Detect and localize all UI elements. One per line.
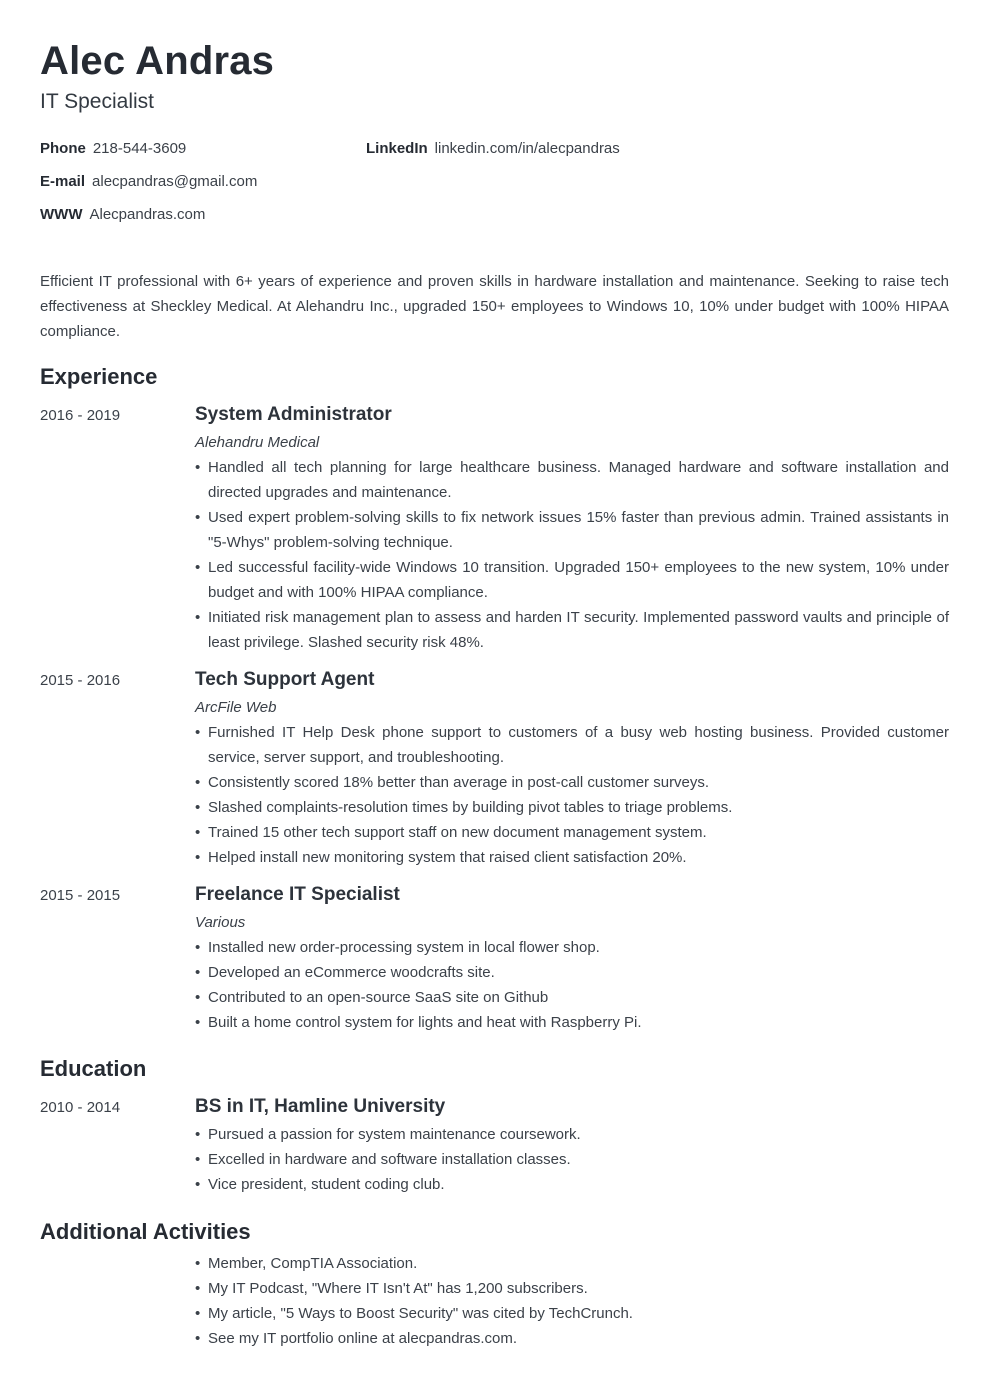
job-company: ArcFile Web	[195, 699, 277, 716]
job-bullets	[195, 935, 949, 1035]
list-item: • Built a home control system for lights and heat with Raspberry Pi.	[195, 1010, 949, 1035]
contact-email-value: alecpandras@gmail.com	[92, 173, 258, 190]
job-entry	[40, 401, 949, 655]
list-item: • Installed new order-processing system in local flower shop.	[195, 935, 949, 960]
list-item: • Furnished IT Help Desk phone support to customers of a busy web hosting business. Provided customer service, server support, and troubleshooting.	[195, 720, 949, 770]
list-item: • Member, CompTIA Association.	[195, 1251, 949, 1276]
list-item: • Initiated risk management plan to assess and harden IT security. Implemented password vaults and principle of least privilege. Slashed security risk 48%.	[195, 605, 949, 655]
list-item: • Slashed complaints-resolution times by building pivot tables to triage problems.	[195, 795, 949, 820]
activities-heading: Additional Activities	[40, 1219, 251, 1244]
job-dates: 2016 - 2019	[40, 407, 121, 424]
contact-phone-label: Phone	[40, 140, 86, 157]
list-item: • Consistently scored 18% better than average in post-call customer surveys.	[195, 770, 949, 795]
activities-date-spacer	[40, 1251, 195, 1351]
job-title: Tech Support Agent	[195, 669, 375, 690]
list-item: • See my IT portfolio online at alecpandras.com.	[195, 1326, 949, 1351]
contact-www-label: WWW	[40, 206, 83, 223]
summary-paragraph: Efficient IT professional with 6+ years of experience and proven skills in hardware installation and maintenance. Seeking to raise tech effectiveness at Sheckley Medical. At Alehandru Inc., upgraded 150+ employees to Windows 10, 10% under budget with 100% HIPAA compliance.	[40, 273, 949, 340]
job-entry	[40, 881, 949, 1035]
list-item: • Trained 15 other tech support staff on new document management system.	[195, 820, 949, 845]
job-title: System Administrator	[195, 404, 392, 425]
contact-www	[40, 205, 205, 225]
list-item: • Helped install new monitoring system that raised client satisfaction 20%.	[195, 845, 949, 870]
contact-www-value: Alecpandras.com	[89, 206, 206, 223]
job-entry	[40, 666, 949, 870]
list-item: • Used expert problem-solving skills to fix network issues 15% faster than previous admin. Trained assistants in "5-Whys" problem-solving technique.	[195, 505, 949, 555]
education-bullets	[195, 1122, 949, 1197]
job-bullets	[195, 720, 949, 870]
job-dates: 2015 - 2015	[40, 887, 121, 904]
candidate-name: Alec Andras	[40, 39, 275, 83]
list-item: • My article, "5 Ways to Boost Security" was cited by TechCrunch.	[195, 1301, 949, 1326]
job-company: Alehandru Medical	[195, 434, 320, 451]
list-item: • Vice president, student coding club.	[195, 1172, 949, 1197]
list-item: • Developed an eCommerce woodcrafts site.	[195, 960, 949, 985]
list-item: • Handled all tech planning for large healthcare business. Managed hardware and software installation and directed upgrades and maintenance.	[195, 455, 949, 505]
contact-linkedin	[366, 139, 620, 159]
job-title: Freelance IT Specialist	[195, 884, 400, 905]
contact-phone-value: 218-544-3609	[92, 140, 187, 157]
contact-linkedin-label: LinkedIn	[366, 140, 428, 157]
contact-linkedin-value: linkedin.com/in/alecpandras	[434, 140, 620, 157]
contact-email	[40, 172, 257, 192]
education-heading: Education	[40, 1056, 147, 1081]
education-entry	[40, 1093, 949, 1197]
list-item: • Pursued a passion for system maintenance coursework.	[195, 1122, 949, 1147]
list-item: • My IT Podcast, "Where IT Isn't At" has 1,200 subscribers.	[195, 1276, 949, 1301]
contact-info	[40, 139, 949, 238]
contact-email-label: E-mail	[40, 173, 86, 190]
activities-entry	[40, 1251, 949, 1351]
job-dates: 2015 - 2016	[40, 672, 121, 689]
contact-phone	[40, 139, 186, 159]
activities-bullets	[195, 1251, 949, 1351]
experience-section	[40, 401, 949, 1035]
job-company: Various	[195, 914, 246, 931]
candidate-title: IT Specialist	[40, 90, 154, 113]
education-degree: BS in IT, Hamline University	[195, 1096, 446, 1117]
list-item: • Contributed to an open-source SaaS site on Github	[195, 985, 949, 1010]
education-dates: 2010 - 2014	[40, 1099, 121, 1116]
list-item: • Excelled in hardware and software installation classes.	[195, 1147, 949, 1172]
experience-heading: Experience	[40, 364, 158, 389]
list-item: • Led successful facility-wide Windows 10 transition. Upgraded 150+ employees to the new system, 10% under budget and with 100% HIPAA compliance.	[195, 555, 949, 605]
job-bullets	[195, 455, 949, 655]
